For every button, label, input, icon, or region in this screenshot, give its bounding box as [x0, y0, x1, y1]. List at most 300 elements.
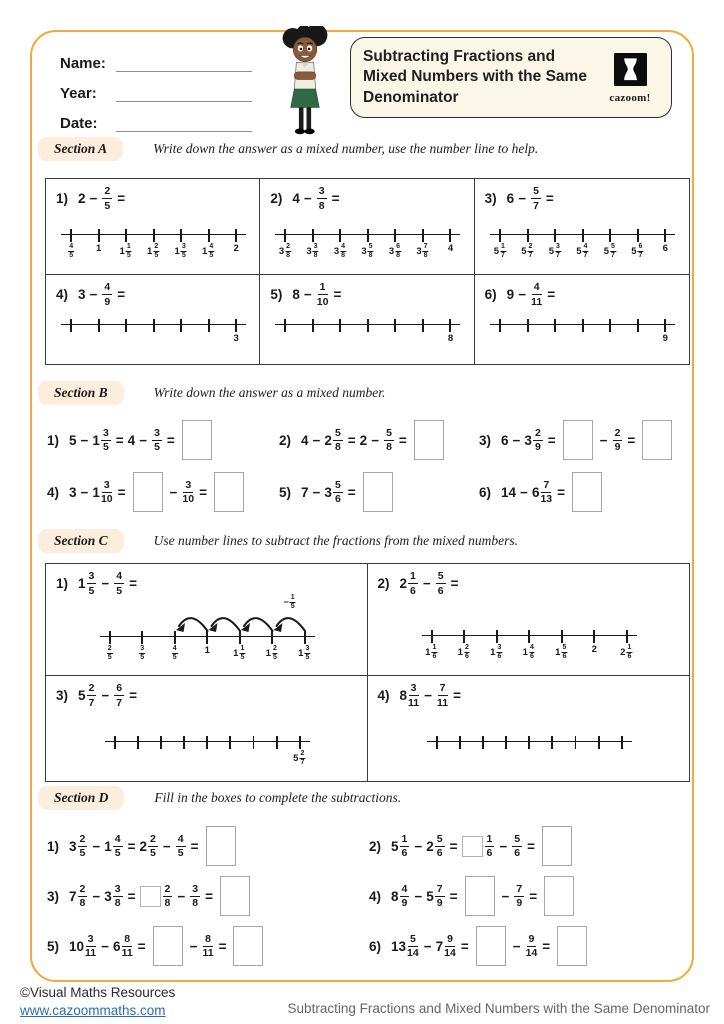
problem-number: 5) — [47, 938, 60, 954]
tick-label: 5 $\frac{3}{7}$ — [548, 243, 560, 259]
tick — [253, 736, 255, 749]
problem — [279, 417, 479, 463]
fraction: $\frac{4}{5}$ — [114, 832, 121, 859]
number-line — [427, 733, 632, 769]
cazoom-logo-text: cazoom! — [609, 92, 651, 104]
section-a-header — [38, 137, 538, 161]
fraction: $\frac{4}{5}$ — [172, 645, 177, 661]
problem — [369, 873, 690, 919]
fraction: $\frac{2}{5}$ — [104, 185, 111, 212]
answer-box[interactable] — [476, 926, 506, 966]
hop-step-label: − $\frac{1}{5}$ — [283, 594, 295, 610]
answer-box[interactable] — [206, 826, 236, 866]
problem — [369, 923, 690, 969]
expression: 5 − 1 $\frac{3}{5}$ = 4 − $\frac{3}{5}$ = — [69, 420, 215, 460]
tick — [422, 319, 424, 332]
expression: 7 $\frac{2}{8}$ − 3 $\frac{3}{8}$ = $\frac{2}{8}$ − $\frac{3}{8}$ = — [69, 876, 253, 916]
tick — [664, 229, 666, 242]
answer-box[interactable] — [133, 472, 163, 512]
fraction: $\frac{5}{6}$ — [334, 478, 341, 505]
fraction: $\frac{3}{10}$ — [100, 478, 113, 505]
footer-left — [20, 984, 175, 1019]
fraction: $\frac{4}{9}$ — [401, 882, 408, 909]
problem — [279, 469, 479, 515]
expression: 2 $\frac{1}{6}$ − $\frac{5}{6}$ = — [399, 570, 459, 597]
number-line — [490, 316, 675, 352]
name-field-row — [60, 42, 252, 72]
tick — [449, 319, 451, 332]
tick — [593, 630, 595, 643]
answer-box[interactable] — [220, 876, 250, 916]
answer-box[interactable] — [153, 926, 183, 966]
answer-box[interactable] — [563, 420, 593, 460]
header-fields — [60, 42, 252, 132]
fraction: $\frac{3}{5}$ — [305, 645, 310, 661]
problem-number: 2) — [377, 576, 390, 591]
answer-box[interactable] — [182, 420, 212, 460]
tick — [312, 229, 314, 242]
year-field-row — [60, 72, 252, 102]
problem-number: 3) — [479, 432, 492, 448]
tick — [551, 736, 553, 749]
tick — [527, 319, 529, 332]
tick-label: 6 — [662, 243, 668, 254]
fraction: $\frac{1}{10}$ — [316, 281, 329, 308]
expression: 6 − 3 $\frac{2}{9}$ = − $\frac{2}{9}$ = — [501, 420, 675, 460]
fraction: $\frac{7}{11}$ — [437, 682, 449, 709]
problem — [47, 923, 369, 969]
tick — [208, 229, 210, 242]
tick — [554, 319, 556, 332]
problem — [475, 179, 689, 275]
section-a-instruction: Write down the answer as a mixed number, use the number line to help. — [153, 141, 539, 156]
problem-number: 4) — [369, 888, 382, 904]
tick — [183, 736, 185, 749]
problem — [369, 823, 690, 869]
answer-box-small[interactable] — [140, 886, 161, 907]
fraction: $\frac{5}{6}$ — [514, 832, 521, 859]
fraction: $\frac{7}{13}$ — [540, 478, 553, 505]
expression: 8 $\frac{4}{9}$ − 5 $\frac{7}{9}$ = − $\frac{7}{9}$ = — [391, 876, 577, 916]
tick — [431, 630, 433, 643]
footer-worksheet-title: Subtracting Fractions and Mixed Numbers with the Same Denominator — [287, 1001, 710, 1016]
tick — [299, 736, 301, 749]
problem — [475, 275, 689, 364]
expression: 4 − $\frac{3}{8}$ = — [292, 185, 340, 212]
tick-label: 8 — [447, 333, 454, 344]
problem-number: 3) — [47, 888, 60, 904]
fraction: $\frac{1}{6}$ — [432, 644, 437, 660]
section-d-header — [38, 786, 401, 810]
fraction: $\frac{2}{7}$ — [528, 243, 533, 259]
fraction: $\frac{3}{8}$ — [318, 185, 325, 212]
tick — [394, 319, 396, 332]
section-c-grid — [45, 563, 690, 782]
tick-label: 1 $\frac{2}{5}$ — [265, 645, 277, 661]
tick-label: 3 — [233, 333, 239, 344]
problem-number: 5) — [270, 287, 283, 302]
fraction: $\frac{3}{11}$ — [408, 682, 420, 709]
tick-label — [67, 243, 75, 259]
fraction: $\frac{6}{8}$ — [396, 243, 401, 259]
fraction: $\frac{7}{9}$ — [516, 882, 523, 909]
number-line — [61, 316, 246, 352]
tick-label: 1 $\frac{4}{5}$ — [202, 243, 214, 259]
problem-number: 2) — [369, 838, 382, 854]
fraction: $\frac{3}{5}$ — [140, 645, 145, 661]
tick — [284, 319, 286, 332]
fraction: $\frac{5}{8}$ — [386, 426, 392, 453]
tick — [609, 229, 611, 242]
problem — [260, 179, 474, 275]
fraction: $\frac{2}{6}$ — [464, 644, 469, 660]
date-field-row — [60, 102, 252, 132]
section-b-instruction: Write down the answer as a mixed number. — [153, 385, 386, 400]
problem — [47, 873, 369, 919]
tick-label: 1 $\frac{1}{6}$ — [425, 644, 437, 660]
expression: 3 − 1 $\frac{3}{10}$ = − $\frac{3}{10}$ = — [69, 472, 247, 512]
tick-label: 3 $\frac{4}{8}$ — [333, 243, 346, 259]
tick — [284, 229, 286, 242]
tick — [180, 319, 182, 332]
number-line — [490, 226, 675, 262]
tick-label: 9 — [662, 333, 668, 344]
number-line — [275, 226, 460, 262]
fraction: $\frac{4}{5}$ — [69, 243, 74, 259]
tick-label: 1 $\frac{3}{5}$ — [298, 645, 310, 661]
fraction: $\frac{6}{7}$ — [638, 243, 643, 259]
answer-box[interactable] — [642, 420, 672, 460]
tick-label: 1 $\frac{3}{6}$ — [490, 644, 502, 660]
fraction: $\frac{2}{5}$ — [150, 832, 156, 859]
problem-number: 1) — [56, 576, 69, 591]
tick — [229, 736, 231, 749]
answer-box-small[interactable] — [462, 836, 483, 857]
tick-label: 5 $\frac{1}{7}$ — [493, 243, 505, 259]
footer-website-link[interactable]: www.cazoommaths.com — [20, 1002, 166, 1018]
tick-label: 1 $\frac{2}{5}$ — [147, 243, 159, 259]
tick — [598, 736, 600, 749]
problem — [46, 676, 368, 781]
fraction: $\frac{5}{7}$ — [611, 243, 615, 259]
section-c-pill: Section C — [38, 529, 124, 553]
tick-label: 5 $\frac{6}{7}$ — [631, 243, 643, 259]
section-c-instruction: Use number lines to subtract the fractions from the mixed numbers. — [153, 533, 518, 548]
fraction: $\frac{5}{6}$ — [437, 570, 444, 597]
fraction: $\frac{1}{6}$ — [627, 644, 632, 660]
section-b-problems — [47, 417, 690, 515]
tick-label: 1 — [204, 645, 210, 656]
tick-label: 3 $\frac{2}{8}$ — [278, 243, 291, 259]
section-d-pill: Section D — [38, 786, 124, 810]
tick — [637, 229, 639, 242]
fraction: $\frac{7}{8}$ — [423, 243, 428, 259]
tick — [554, 229, 556, 242]
fraction: $\frac{7}{9}$ — [436, 882, 443, 909]
tick — [235, 319, 237, 332]
tick — [153, 319, 155, 332]
tick — [339, 319, 341, 332]
tick — [505, 736, 507, 749]
fraction: $\frac{2}{9}$ — [534, 426, 541, 453]
section-a-pill: Section A — [38, 137, 123, 161]
answer-box[interactable] — [414, 420, 444, 460]
tick — [496, 630, 498, 643]
tick — [160, 736, 162, 749]
fraction: $\frac{4}{5}$ — [177, 832, 184, 859]
tick — [626, 630, 628, 643]
problem — [260, 275, 474, 364]
problem-number: 2) — [279, 432, 292, 448]
fraction: $\frac{2}{7}$ — [88, 682, 95, 709]
problem — [368, 676, 690, 781]
subtraction-hops — [100, 596, 315, 636]
tick — [180, 229, 182, 242]
fraction: $\frac{1}{5}$ — [126, 243, 131, 259]
tick — [609, 319, 611, 332]
expression: 8 − $\frac{1}{10}$ = — [292, 281, 342, 308]
tick — [463, 630, 465, 643]
tick — [582, 229, 584, 242]
fraction: $\frac{2}{5}$ — [154, 243, 159, 259]
fraction: $\frac{4}{5}$ — [209, 243, 214, 259]
fraction: $\frac{5}{6}$ — [562, 644, 567, 660]
fraction: $\frac{1}{5}$ — [290, 594, 295, 610]
fraction: $\frac{5}{6}$ — [436, 832, 443, 859]
tick — [235, 229, 237, 242]
name-input-line[interactable] — [116, 55, 252, 72]
tick-label: 4 — [447, 243, 454, 254]
date-label: Date: — [60, 115, 98, 132]
tick — [394, 229, 396, 242]
problem-number: 4) — [377, 688, 390, 703]
tick-label: 3 $\frac{6}{8}$ — [388, 243, 401, 259]
section-c-header — [38, 529, 518, 553]
expression: 5 $\frac{2}{7}$ − $\frac{6}{7}$ = — [78, 682, 137, 709]
fraction: $\frac{9}{14}$ — [444, 932, 456, 959]
section-d-problems — [47, 823, 690, 969]
tick — [70, 229, 72, 242]
problem — [47, 469, 279, 515]
fraction: $\frac{4}{7}$ — [583, 243, 588, 259]
fraction: $\frac{3}{5}$ — [102, 426, 109, 453]
fraction: $\frac{3}{11}$ — [85, 932, 97, 959]
tick-label: 1 $\frac{5}{6}$ — [555, 644, 567, 660]
fraction: $\frac{3}{8}$ — [313, 243, 318, 259]
fraction: $\frac{2}{8}$ — [164, 882, 171, 909]
worksheet-title-box — [350, 37, 672, 118]
problem-number: 6) — [369, 938, 382, 954]
cazoom-logo-icon — [614, 53, 647, 86]
fraction: $\frac{3}{5}$ — [154, 426, 160, 453]
tick — [527, 229, 529, 242]
expression: 1 $\frac{3}{5}$ − $\frac{4}{5}$ = — [78, 570, 137, 597]
tick-label: 1 $\frac{1}{5}$ — [233, 645, 245, 661]
fraction: $\frac{2}{5}$ — [107, 645, 112, 661]
fraction: $\frac{3}{5}$ — [181, 243, 186, 259]
answer-box[interactable] — [233, 926, 263, 966]
answer-box[interactable] — [557, 926, 587, 966]
section-b-pill: Section B — [38, 381, 124, 405]
tick — [637, 319, 639, 332]
tick-label: 2 — [591, 644, 597, 655]
tick-label: 1 $\frac{4}{6}$ — [522, 644, 534, 660]
tick-label — [138, 645, 146, 661]
fraction: $\frac{1}{5}$ — [240, 645, 245, 661]
tick — [621, 736, 623, 749]
tick — [582, 319, 584, 332]
problem-number: 3) — [56, 688, 69, 703]
section-a-grid — [45, 178, 690, 365]
problem-number: 6) — [479, 484, 492, 500]
tick — [482, 736, 484, 749]
number-line — [61, 226, 246, 262]
fraction: $\frac{3}{6}$ — [497, 644, 502, 660]
fraction: $\frac{2}{5}$ — [272, 645, 277, 661]
tick — [98, 229, 100, 242]
fraction: $\frac{3}{10}$ — [182, 478, 195, 505]
tick — [98, 319, 100, 332]
problem — [479, 417, 690, 463]
tick — [367, 319, 369, 332]
tick — [125, 319, 127, 332]
tick — [153, 229, 155, 242]
fraction: $\frac{5}{8}$ — [334, 426, 341, 453]
fraction: $\frac{6}{7}$ — [116, 682, 123, 709]
tick-label: 1 $\frac{2}{6}$ — [457, 644, 469, 660]
tick-label: 1 — [96, 243, 102, 254]
problem — [46, 564, 368, 676]
number-line — [105, 733, 310, 769]
tick-label: 2 — [233, 243, 239, 254]
tick — [499, 319, 501, 332]
tick — [422, 229, 424, 242]
tick — [449, 229, 451, 242]
student-character-illustration — [278, 26, 332, 138]
fraction: $\frac{4}{11}$ — [531, 281, 543, 308]
problem — [479, 469, 690, 515]
tick — [436, 736, 438, 749]
expression: 3 − $\frac{4}{9}$ = — [78, 281, 126, 308]
problem-number: 4) — [56, 287, 69, 302]
tick-label: 1 $\frac{3}{5}$ — [174, 243, 186, 259]
fraction: $\frac{4}{8}$ — [341, 243, 346, 259]
fraction: $\frac{2}{7}$ — [300, 750, 305, 766]
section-d-instruction: Fill in the boxes to complete the subtractions. — [154, 790, 402, 805]
tick — [575, 736, 577, 749]
expression: 2 − $\frac{2}{5}$ = — [78, 185, 126, 212]
answer-box[interactable] — [544, 876, 574, 916]
fraction: $\frac{1}{6}$ — [401, 832, 408, 859]
expression: 13 $\frac{5}{14}$ − 7 $\frac{9}{14}$ = − $\frac{9}{14}$ = — [391, 926, 590, 966]
tick — [312, 319, 314, 332]
fraction: $\frac{3}{8}$ — [192, 882, 199, 909]
answer-box[interactable] — [572, 472, 602, 512]
problem-number: 1) — [56, 191, 69, 206]
fraction: $\frac{5}{14}$ — [407, 932, 419, 959]
section-b-header — [38, 381, 385, 405]
fraction: $\frac{8}{11}$ — [121, 932, 133, 959]
problem — [46, 179, 260, 275]
fraction: $\frac{3}{7}$ — [556, 243, 560, 259]
tick — [206, 736, 208, 749]
answer-box[interactable] — [542, 826, 572, 866]
fraction: $\frac{5}{8}$ — [368, 243, 373, 259]
problem-number: 1) — [47, 838, 60, 854]
fraction: $\frac{4}{9}$ — [104, 281, 111, 308]
tick-label: 3 $\frac{3}{8}$ — [306, 243, 318, 259]
fraction: $\frac{2}{8}$ — [286, 243, 291, 259]
fraction: $\frac{4}{6}$ — [529, 644, 534, 660]
problem — [47, 823, 369, 869]
tick — [276, 736, 278, 749]
fraction: $\frac{8}{11}$ — [202, 932, 214, 959]
tick-label: 5 $\frac{2}{7}$ — [521, 243, 533, 259]
tick-label — [106, 645, 114, 661]
tick — [208, 319, 210, 332]
tick — [528, 630, 530, 643]
expression: 8 $\frac{3}{11}$ − $\frac{7}{11}$ = — [399, 682, 462, 709]
date-input-line[interactable] — [116, 115, 252, 132]
tick — [125, 229, 127, 242]
fraction: $\frac{2}{9}$ — [614, 426, 621, 453]
problem-number: 6) — [484, 287, 497, 302]
expression: 9 − $\frac{4}{11}$ = — [506, 281, 556, 308]
tick-label: 5 $\frac{4}{7}$ — [576, 243, 588, 259]
problem-number: 1) — [47, 432, 60, 448]
tick-label: 1 $\frac{1}{5}$ — [119, 243, 131, 259]
tick — [664, 319, 666, 332]
tick — [114, 736, 116, 749]
problem-number: 4) — [47, 484, 60, 500]
answer-box[interactable] — [214, 472, 244, 512]
problem-number: 5) — [279, 484, 292, 500]
fraction: $\frac{2}{8}$ — [79, 882, 86, 909]
fraction: $\frac{1}{6}$ — [410, 570, 416, 597]
tick-label: 5 $\frac{2}{7}$ — [293, 750, 305, 766]
worksheet-title: Subtracting Fractions and Mixed Numbers with the Same Denominator — [363, 47, 587, 106]
number-line — [100, 596, 315, 664]
tick — [339, 229, 341, 242]
fraction: $\frac{1}{6}$ — [486, 832, 493, 859]
tick — [561, 630, 563, 643]
problem — [47, 417, 279, 463]
tick-label: 3 $\frac{7}{8}$ — [416, 243, 428, 259]
expression: 4 − 2 $\frac{5}{8}$ = 2 − $\frac{5}{8}$ = — [301, 420, 447, 460]
answer-box[interactable] — [363, 472, 393, 512]
tick — [499, 229, 501, 242]
tick-label: 5 $\frac{5}{7}$ — [603, 243, 615, 259]
tick — [70, 319, 72, 332]
name-label: Name: — [60, 55, 106, 72]
fraction: $\frac{3}{8}$ — [114, 882, 121, 909]
tick — [528, 736, 530, 749]
fraction: $\frac{4}{5}$ — [116, 570, 123, 597]
answer-box[interactable] — [465, 876, 495, 916]
problem — [46, 275, 260, 364]
problem-number: 2) — [270, 191, 283, 206]
expression: 7 − 3 $\frac{5}{6}$ = — [301, 472, 396, 512]
expression: 3 $\frac{2}{5}$ − 1 $\frac{4}{5}$ = 2 $\frac{2}{5}$ − $\frac{4}{5}$ = — [69, 826, 238, 866]
fraction: $\frac{9}{14}$ — [525, 932, 538, 959]
problem — [368, 564, 690, 676]
year-input-line[interactable] — [116, 85, 252, 102]
cazoom-logo — [599, 53, 661, 104]
tick — [367, 229, 369, 242]
fraction: $\frac{2}{5}$ — [79, 832, 86, 859]
tick-label: 3 $\frac{5}{8}$ — [361, 243, 373, 259]
number-line — [275, 316, 460, 352]
